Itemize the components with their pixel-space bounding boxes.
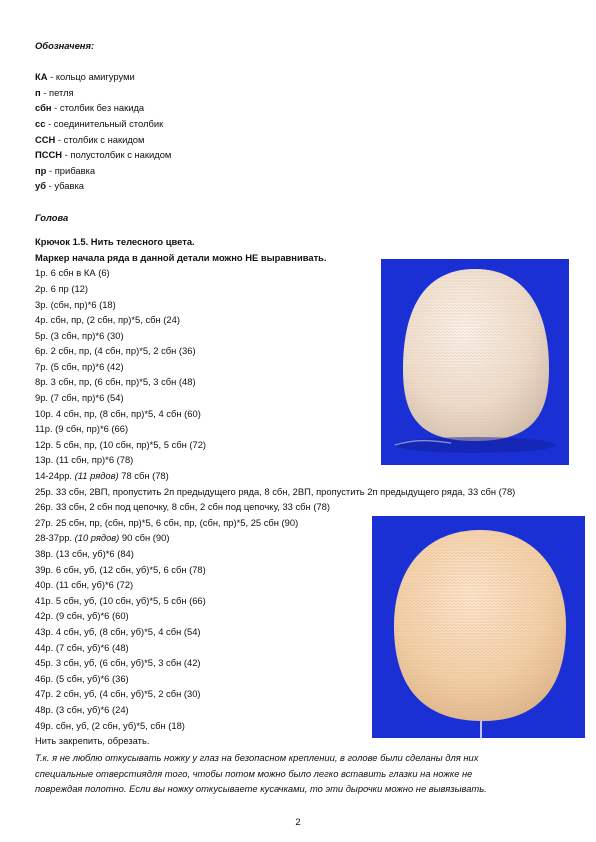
note-line: повреждая полотно. Если вы ножку откусываете кусачками, то эти дырочки можно не вывязывать. <box>35 783 487 795</box>
legend-list <box>35 69 565 194</box>
legend-abbr: ССН <box>35 133 56 145</box>
pattern-row: 45р. 3 сбн, уб, (6 сбн, уб)*5, 3 сбн (42) <box>35 657 201 669</box>
legend-desc: - убавка <box>46 180 85 192</box>
pattern-row: 48р. (3 сбн, уб)*6 (24) <box>35 703 129 715</box>
section-title: Голова <box>35 211 69 223</box>
legend-item <box>35 116 565 132</box>
legend-abbr: сбн <box>35 102 52 114</box>
pattern-row: 5р. (3 сбн, пр)*6 (30) <box>35 329 124 341</box>
legend-desc: - столбик с накидом <box>55 133 145 145</box>
pattern-row: 44р. (7 сбн, уб)*6 (48) <box>35 641 129 653</box>
legend-abbr: КА <box>35 71 48 83</box>
legend-item <box>35 100 565 116</box>
pattern-row: 11р. (9 сбн, пр)*6 (66) <box>35 423 129 435</box>
marker-info: Маркер начала ряда в данной детали можно НЕ выравнивать. <box>35 251 327 263</box>
row-14-24: 14-24рр. (11 рядов) 78 сбн (78) <box>35 470 169 482</box>
head-photo-1 <box>381 259 569 465</box>
legend-abbr: ПССН <box>35 149 63 161</box>
legend-abbr: сс <box>35 117 46 129</box>
head-photo-2-image <box>372 516 585 738</box>
pattern-row: 13р. (11 сбн, пр)*6 (78) <box>35 454 134 466</box>
pattern-row: 4р. сбн, пр, (2 сбн, пр)*5, сбн (24) <box>35 314 180 326</box>
pattern-row: 39р. 6 сбн, уб, (12 сбн, уб)*5, 6 сбн (78) <box>35 563 206 575</box>
pattern-row: 38р. (13 сбн, уб)*6 (84) <box>35 548 134 559</box>
pattern-row: 6р. 2 сбн, пр, (4 сбн, пр)*5, 2 сбн (36) <box>35 345 196 357</box>
legend-desc: - прибавка <box>46 164 96 176</box>
page-number: 2 <box>295 816 301 827</box>
pattern-row: 8р. 3 сбн, пр, (6 сбн, пр)*5, 3 сбн (48) <box>35 376 196 388</box>
pattern-row: 40р. (11 сбн, уб)*6 (72) <box>35 579 134 591</box>
legend-desc: - кольцо амигуруми <box>47 71 135 83</box>
legend-desc: - соединительный столбик <box>45 117 164 129</box>
pattern-row: 27р. 25 сбн, пр, (сбн, пр)*5, 6 сбн, пр, (сбн, пр)*5, 25 сбн (90) <box>35 516 299 528</box>
pattern-row: 41р. 5 сбн, уб, (10 сбн, уб)*5, 5 сбн (66) <box>35 594 206 606</box>
legend-abbr: п <box>35 86 41 98</box>
pattern-row: 49р. сбн, уб, (2 сбн, уб)*5, сбн (18) <box>35 719 185 731</box>
legend-item <box>35 163 565 179</box>
pattern-row: 3р. (сбн, пр)*6 (18) <box>35 298 116 310</box>
legend-abbr: уб <box>35 180 47 192</box>
pattern-row: 10р. 4 сбн, пр, (8 сбн, пр)*5, 4 сбн (60) <box>35 407 201 419</box>
legend-desc: - петля <box>40 86 74 98</box>
head-photo-2 <box>372 516 585 738</box>
note-line: Т.к. я не люблю откусывать ножку у глаз на безопасном креплении, в голове были сделаны для них <box>35 752 479 763</box>
pattern-row: 7р. (5 сбн, пр)*6 (42) <box>35 360 124 372</box>
legend-item <box>35 69 565 85</box>
pattern-row: 1р. 6 сбн в КА (6) <box>35 267 110 279</box>
legend-title: Обозначеня: <box>35 40 95 51</box>
legend-item <box>35 85 565 101</box>
hook-info: Крючок 1.5. Нить телесного цвета. <box>35 236 195 248</box>
pattern-row: 42р. (9 сбн, уб)*6 (60) <box>35 610 129 622</box>
legend-item <box>35 147 565 163</box>
eye-note <box>35 750 565 797</box>
legend-item <box>35 132 565 148</box>
row-28-37: 28-37рр. (10 рядов) 90 сбн (90) <box>35 532 170 544</box>
pattern-row: 47р. 2 сбн, уб, (4 сбн, уб)*5, 2 сбн (30) <box>35 688 201 700</box>
legend-item <box>35 178 565 194</box>
pattern-row: Нить закрепить, обрезать. <box>35 735 150 747</box>
pattern-row: 43р. 4 сбн, уб, (8 сбн, уб)*5, 4 сбн (54) <box>35 625 201 637</box>
note-line: специальные отверстиядля того, чтобы потом можно было легко вставить глазки на ножке не <box>35 767 473 779</box>
pattern-row: 46р. (5 сбн, уб)*6 (36) <box>35 672 129 684</box>
pattern-row: 2р. 6 пр (12) <box>35 282 89 294</box>
head-photo-1-image <box>381 259 569 465</box>
pattern-row: 26р. 33 сбн, 2 сбн под цепочку, 8 сбн, 2 сбн под цепочку, 33 сбн (78) <box>35 501 330 513</box>
legend-desc: - полустолбик с накидом <box>62 149 172 161</box>
legend-abbr: пр <box>35 164 47 176</box>
pattern-row: 25р. 33 сбн, 2ВП, пропустить 2п предыдущего ряда, 8 сбн, 2ВП, пропустить 2п предыдущего ряда, 33 сбн (78) <box>35 485 516 497</box>
legend-desc: - столбик без накида <box>51 102 145 114</box>
pattern-row: 12р. 5 сбн, пр, (10 сбн, пр)*5, 5 сбн (72) <box>35 438 207 450</box>
pattern-row: 9р. (7 сбн, пр)*6 (54) <box>35 392 124 404</box>
